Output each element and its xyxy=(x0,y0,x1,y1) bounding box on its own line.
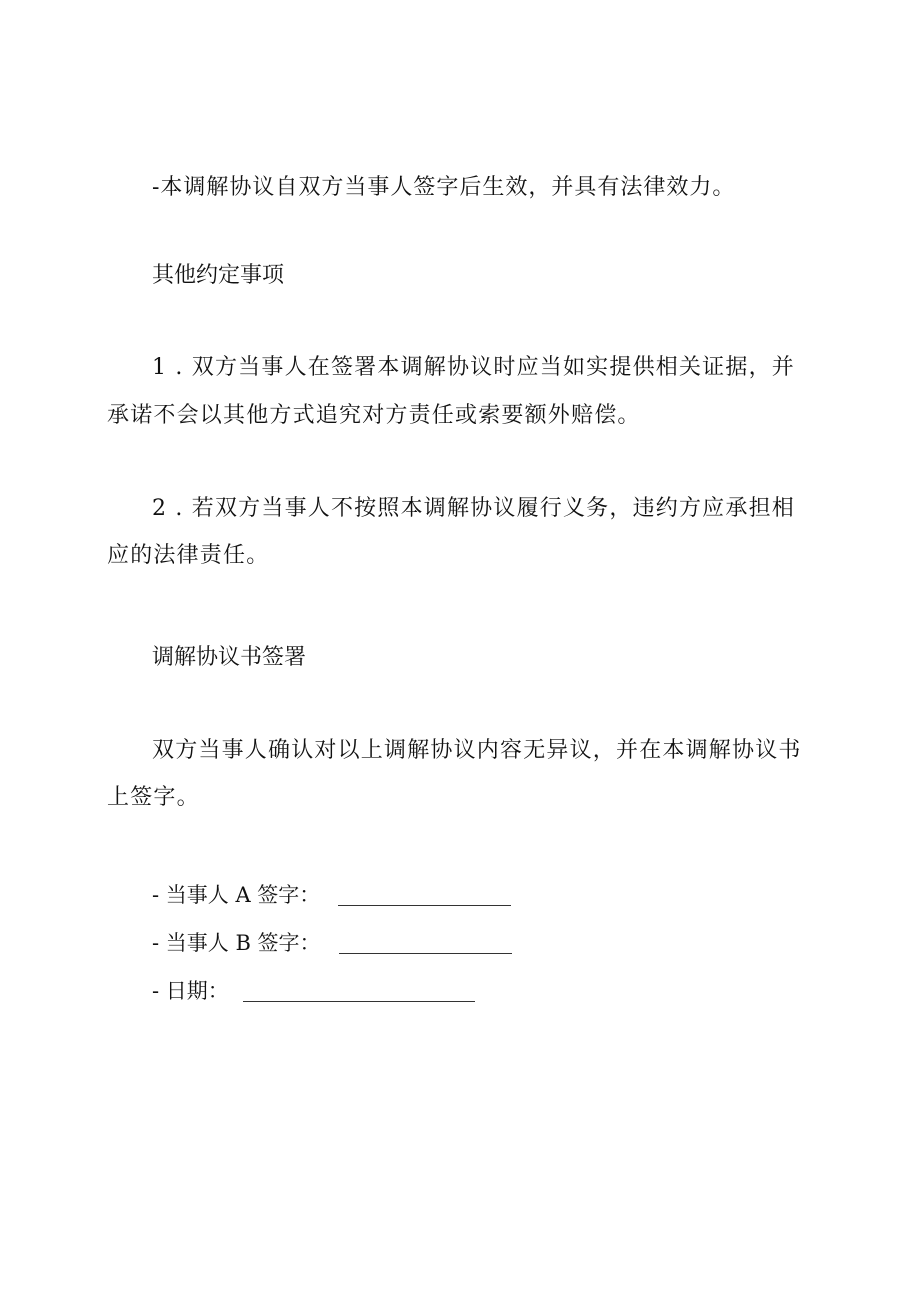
party-a-signature-label: - 当事人 A 签字： xyxy=(152,883,321,907)
effect-clause: -本调解协议自双方当事人签字后生效，并具有法律效力。 xyxy=(152,175,736,200)
term-item-2-line-2: 应的法律责任。 xyxy=(107,543,270,568)
other-terms-heading: 其他约定事项 xyxy=(152,263,285,288)
confirm-line-2: 上签字。 xyxy=(107,785,200,810)
term-item-2-line-1: 2 . 若双方当事人不按照本调解协议履行义务，违约方应承担相 xyxy=(152,496,795,521)
date-label: - 日期： xyxy=(152,979,229,1003)
party-a-signature-row xyxy=(152,884,511,906)
date-field[interactable] xyxy=(243,981,475,1002)
signing-heading: 调解协议书签署 xyxy=(152,645,307,670)
term-item-1-line-1: 1 . 双方当事人在签署本调解协议时应当如实提供相关证据，并 xyxy=(152,355,795,380)
party-a-signature-field[interactable] xyxy=(338,885,511,906)
party-b-signature-field[interactable] xyxy=(339,933,512,954)
date-row xyxy=(152,980,475,1002)
party-b-signature-row xyxy=(152,932,512,954)
confirm-line-1: 双方当事人确认对以上调解协议内容无异议，并在本调解协议书 xyxy=(152,738,802,763)
party-b-signature-label: - 当事人 B 签字： xyxy=(152,931,321,955)
term-item-1-line-2: 承诺不会以其他方式追究对方责任或索要额外赔偿。 xyxy=(107,403,641,428)
